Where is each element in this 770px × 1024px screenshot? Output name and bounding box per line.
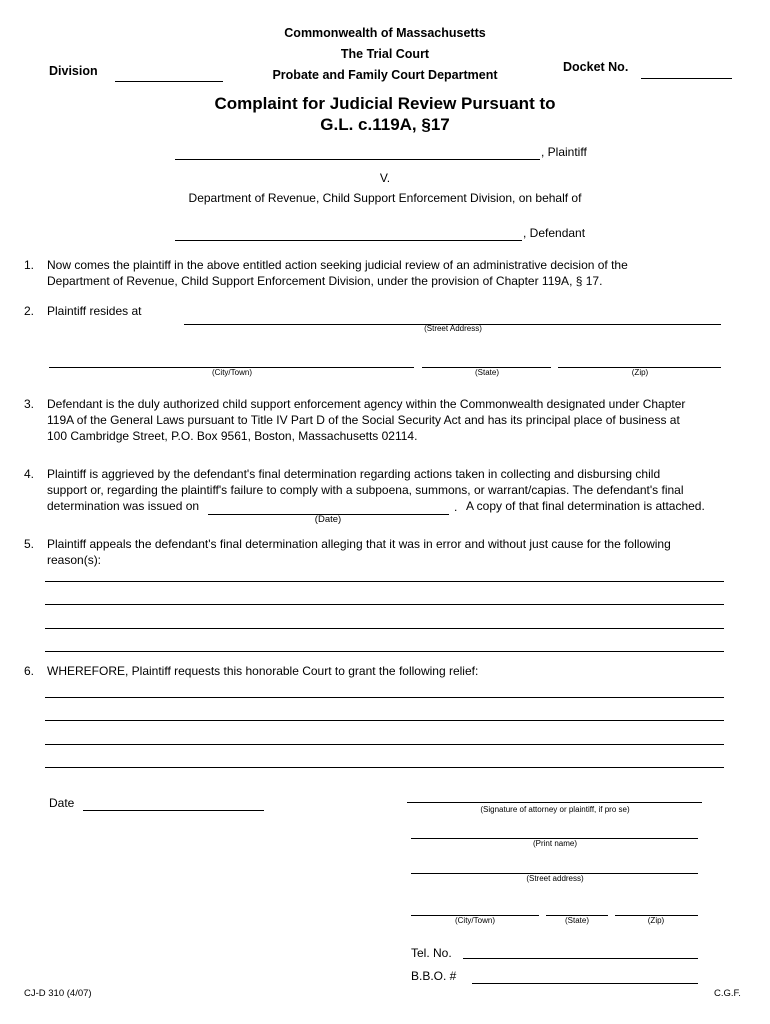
determination-date-caption: (Date) [314, 514, 342, 525]
zip-caption: (Zip) [631, 368, 649, 377]
item4-line1: Plaintiff is aggrieved by the defendant's final determination regarding actions taken in collecting and disbursing child [47, 467, 661, 481]
item3-number: 3. [24, 397, 35, 411]
bbo-field[interactable] [472, 983, 698, 984]
plaintiff-name-field[interactable] [175, 159, 540, 160]
header-commonwealth: Commonwealth of Massachusetts [284, 26, 486, 40]
item2-label: Plaintiff resides at [47, 304, 142, 318]
item4-period: . [454, 500, 458, 514]
item1-line1: Now comes the plaintiff in the above entitled action seeking judicial review of an administrative decision of the [47, 258, 628, 272]
tel-field[interactable] [463, 958, 698, 959]
item4-line3: determination was issued on [47, 499, 200, 513]
header-department: Probate and Family Court Department [272, 68, 498, 82]
title-line1: Complaint for Judicial Review Pursuant to [214, 94, 556, 113]
item6-number: 6. [24, 664, 35, 678]
relief-line-4[interactable] [45, 767, 724, 768]
date-field[interactable] [83, 810, 264, 811]
item5-line2: reason(s): [47, 553, 102, 567]
reason-line-4[interactable] [45, 651, 724, 652]
print-name-caption: (Print name) [532, 839, 577, 848]
signature-field[interactable] [407, 802, 702, 803]
reason-line-2[interactable] [45, 604, 724, 605]
street-address-caption: (Street Address) [424, 324, 482, 333]
city-caption: (City/Town) [211, 368, 252, 377]
state-caption: (State) [474, 368, 499, 377]
item6-line1: WHEREFORE, Plaintiff requests this honorable Court to grant the following relief: [47, 664, 479, 678]
reason-line-3[interactable] [45, 628, 724, 629]
item2-number: 2. [24, 304, 35, 318]
item3-line2: 119A of the General Laws pursuant to Title IV Part D of the Social Security Act and has its principal place of business at [47, 413, 680, 427]
defendant-name-field[interactable] [175, 240, 522, 241]
division-field[interactable] [115, 81, 223, 82]
versus-label: V. [379, 171, 391, 185]
sig-city-caption: (City/Town) [454, 916, 495, 925]
docket-label: Docket No. [563, 60, 629, 74]
dor-text: Department of Revenue, Child Support Enforcement Division, on behalf of [188, 191, 582, 205]
item4-line2: support or, regarding the plaintiff's failure to comply with a subpoena, summons, or warrant/capias. The defendant's final [47, 483, 684, 497]
item5-number: 5. [24, 537, 35, 551]
docket-field[interactable] [641, 78, 732, 79]
plaintiff-label: , Plaintiff [541, 145, 587, 159]
bbo-label: B.B.O. # [411, 969, 457, 983]
item3-line3: 100 Cambridge Street, P.O. Box 9561, Boston, Massachusetts 02114. [47, 429, 418, 443]
form-initials: C.G.F. [714, 988, 741, 999]
title-line2: G.L. c.119A, §17 [320, 115, 450, 134]
form-id: CJ-D 310 (4/07) [24, 988, 92, 999]
sig-zip-caption: (Zip) [647, 916, 665, 925]
item1-line2: Department of Revenue, Child Support Enforcement Division, under the provision of Chapter 119A, § 17. [47, 274, 603, 288]
header-trial-court: The Trial Court [340, 47, 430, 61]
relief-line-3[interactable] [45, 744, 724, 745]
division-label: Division [49, 64, 98, 78]
item4-copy-text: A copy of that final determination is attached. [466, 499, 705, 513]
tel-label: Tel. No. [411, 946, 452, 960]
defendant-label: , Defendant [523, 226, 586, 240]
item3-line1: Defendant is the duly authorized child support enforcement agency within the Commonwealth designated under Chapter [47, 397, 686, 411]
date-label: Date [49, 796, 75, 810]
item5-line1: Plaintiff appeals the defendant's final determination alleging that it was in error and without just cause for the following [47, 537, 671, 551]
signature-caption: (Signature of attorney or plaintiff, if pro se) [480, 805, 630, 814]
item4-number: 4. [24, 467, 35, 481]
reason-line-1[interactable] [45, 581, 724, 582]
sig-state-caption: (State) [564, 916, 589, 925]
relief-line-2[interactable] [45, 720, 724, 721]
item1-number: 1. [24, 258, 35, 272]
relief-line-1[interactable] [45, 697, 724, 698]
sig-street-caption: (Street address) [526, 874, 584, 883]
